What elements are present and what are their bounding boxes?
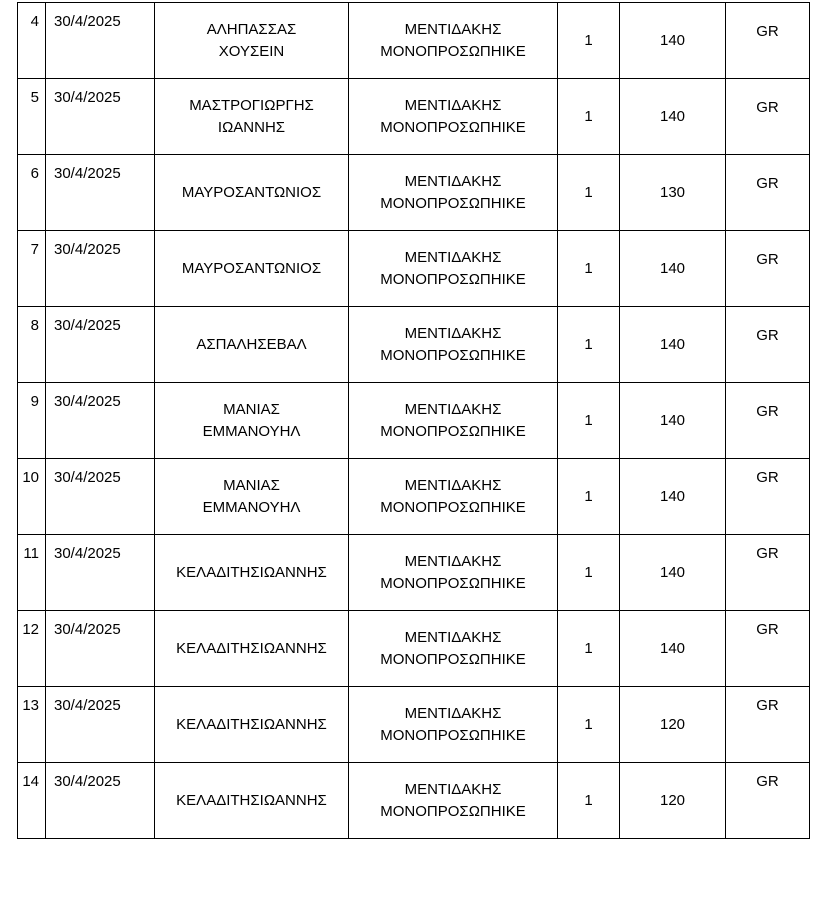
country-cell: GR [726, 687, 810, 763]
price-cell: 140 [620, 307, 726, 383]
table-row [18, 383, 810, 459]
customer-name-cell [155, 79, 349, 155]
country-cell: GR [726, 79, 810, 155]
customer-name-cell [155, 535, 349, 611]
company-cell [349, 231, 558, 307]
records-table [17, 2, 810, 839]
country-cell: GR [726, 383, 810, 459]
company-name-line: ΜΟΝΟΠΡΟΣΩΠΗΙΚΕ [380, 498, 526, 516]
row-number-cell: 6 [18, 155, 46, 231]
company-cell [349, 79, 558, 155]
price-cell: 120 [620, 763, 726, 839]
table-row [18, 535, 810, 611]
company-cell [349, 383, 558, 459]
price-cell: 140 [620, 231, 726, 307]
row-number-cell: 10 [18, 459, 46, 535]
price-cell: 140 [620, 79, 726, 155]
country-cell: GR [726, 459, 810, 535]
customer-name-line: ΚΕΛΑΔΙΤΗΣΙΩΑΝΝΗΣ [176, 563, 327, 581]
customer-name [155, 334, 348, 356]
quantity-cell: 1 [558, 231, 620, 307]
company-name-line: ΜΟΝΟΠΡΟΣΩΠΗΙΚΕ [380, 270, 526, 288]
company-name [349, 171, 557, 215]
quantity-cell: 1 [558, 763, 620, 839]
company-name [349, 627, 557, 671]
customer-name-line: ΧΟΥΣΕΙΝ [218, 42, 285, 60]
row-number-cell: 7 [18, 231, 46, 307]
customer-name-line: ΑΛΗΠΑΣΣΑΣ [206, 20, 297, 38]
table-row [18, 231, 810, 307]
company-cell [349, 459, 558, 535]
company-name-line: ΜΕΝΤΙΔΑΚΗΣ [404, 248, 502, 266]
table-row [18, 687, 810, 763]
customer-name-line: ΑΣΠΑΛΗΣΕΒΑΛ [196, 335, 307, 353]
quantity-cell: 1 [558, 459, 620, 535]
company-name-line: ΜΟΝΟΠΡΟΣΩΠΗΙΚΕ [380, 802, 526, 820]
company-name-line: ΜΟΝΟΠΡΟΣΩΠΗΙΚΕ [380, 346, 526, 364]
customer-name-line: ΕΜΜΑΝΟΥΗΛ [202, 422, 301, 440]
customer-name-line: ΜΑΣΤΡΟΓΙΩΡΓΗΣ [189, 96, 314, 114]
company-cell [349, 535, 558, 611]
table-row [18, 3, 810, 79]
price-cell: 140 [620, 383, 726, 459]
company-name-line: ΜΕΝΤΙΔΑΚΗΣ [404, 704, 502, 722]
row-number-cell: 12 [18, 611, 46, 687]
customer-name-line: ΜΑΝΙΑΣ [223, 400, 280, 418]
company-name-line: ΜΟΝΟΠΡΟΣΩΠΗΙΚΕ [380, 194, 526, 212]
country-cell: GR [726, 231, 810, 307]
company-cell [349, 763, 558, 839]
company-name [349, 19, 557, 63]
customer-name-line: ΚΕΛΑΔΙΤΗΣΙΩΑΝΝΗΣ [176, 639, 327, 657]
customer-name-line: ΜΑΝΙΑΣ [223, 476, 280, 494]
company-name [349, 475, 557, 519]
company-name-line: ΜΕΝΤΙΔΑΚΗΣ [404, 96, 502, 114]
customer-name [155, 638, 348, 660]
row-number-cell: 13 [18, 687, 46, 763]
country-cell: GR [726, 535, 810, 611]
quantity-cell: 1 [558, 79, 620, 155]
date-cell: 30/4/2025 [46, 79, 155, 155]
customer-name-cell [155, 763, 349, 839]
date-cell: 30/4/2025 [46, 535, 155, 611]
company-name-line: ΜΕΝΤΙΔΑΚΗΣ [404, 628, 502, 646]
company-name-line: ΜΕΝΤΙΔΑΚΗΣ [404, 20, 502, 38]
customer-name-cell [155, 383, 349, 459]
customer-name [155, 258, 348, 280]
customer-name [155, 475, 348, 519]
company-name-line: ΜΟΝΟΠΡΟΣΩΠΗΙΚΕ [380, 422, 526, 440]
row-number-cell: 14 [18, 763, 46, 839]
table-row [18, 79, 810, 155]
customer-name [155, 790, 348, 812]
company-name-line: ΜΕΝΤΙΔΑΚΗΣ [404, 476, 502, 494]
table-row [18, 155, 810, 231]
quantity-cell: 1 [558, 611, 620, 687]
customer-name-line: ΚΕΛΑΔΙΤΗΣΙΩΑΝΝΗΣ [176, 791, 327, 809]
company-name-line: ΜΟΝΟΠΡΟΣΩΠΗΙΚΕ [380, 118, 526, 136]
company-name-line: ΜΟΝΟΠΡΟΣΩΠΗΙΚΕ [380, 574, 526, 592]
table-row [18, 307, 810, 383]
quantity-cell: 1 [558, 307, 620, 383]
quantity-cell: 1 [558, 535, 620, 611]
company-name-line: ΜΟΝΟΠΡΟΣΩΠΗΙΚΕ [380, 726, 526, 744]
quantity-cell: 1 [558, 383, 620, 459]
company-name [349, 399, 557, 443]
company-name-line: ΜΟΝΟΠΡΟΣΩΠΗΙΚΕ [380, 650, 526, 668]
table-row [18, 459, 810, 535]
company-cell [349, 687, 558, 763]
company-name [349, 779, 557, 823]
company-name [349, 323, 557, 367]
customer-name [155, 182, 348, 204]
customer-name [155, 95, 348, 139]
date-cell: 30/4/2025 [46, 307, 155, 383]
customer-name-cell [155, 155, 349, 231]
company-name [349, 703, 557, 747]
customer-name [155, 562, 348, 584]
price-cell: 140 [620, 459, 726, 535]
customer-name-cell [155, 231, 349, 307]
price-cell: 140 [620, 611, 726, 687]
customer-name-cell [155, 687, 349, 763]
date-cell: 30/4/2025 [46, 3, 155, 79]
customer-name-cell [155, 459, 349, 535]
company-cell [349, 3, 558, 79]
company-name-line: ΜΕΝΤΙΔΑΚΗΣ [404, 324, 502, 342]
company-name [349, 95, 557, 139]
country-cell: GR [726, 307, 810, 383]
date-cell: 30/4/2025 [46, 155, 155, 231]
country-cell: GR [726, 611, 810, 687]
customer-name-line: ΜΑΥΡΟΣΑΝΤΩΝΙΟΣ [181, 259, 322, 277]
table-row [18, 763, 810, 839]
customer-name-line: ΜΑΥΡΟΣΑΝΤΩΝΙΟΣ [181, 183, 322, 201]
price-cell: 120 [620, 687, 726, 763]
customer-name [155, 714, 348, 736]
company-cell [349, 155, 558, 231]
customer-name-cell [155, 611, 349, 687]
customer-name [155, 399, 348, 443]
customer-name [155, 19, 348, 63]
date-cell: 30/4/2025 [46, 763, 155, 839]
company-name [349, 551, 557, 595]
customer-name-line: ΚΕΛΑΔΙΤΗΣΙΩΑΝΝΗΣ [176, 715, 327, 733]
row-number-cell: 8 [18, 307, 46, 383]
date-cell: 30/4/2025 [46, 687, 155, 763]
company-name-line: ΜΕΝΤΙΔΑΚΗΣ [404, 780, 502, 798]
price-cell: 130 [620, 155, 726, 231]
company-name-line: ΜΕΝΤΙΔΑΚΗΣ [404, 172, 502, 190]
customer-name-cell [155, 3, 349, 79]
company-name-line: ΜΕΝΤΙΔΑΚΗΣ [404, 552, 502, 570]
company-name [349, 247, 557, 291]
quantity-cell: 1 [558, 3, 620, 79]
country-cell: GR [726, 763, 810, 839]
country-cell: GR [726, 155, 810, 231]
quantity-cell: 1 [558, 687, 620, 763]
company-cell [349, 611, 558, 687]
price-cell: 140 [620, 535, 726, 611]
table-body [18, 3, 810, 839]
quantity-cell: 1 [558, 155, 620, 231]
customer-name-cell [155, 307, 349, 383]
date-cell: 30/4/2025 [46, 611, 155, 687]
customer-name-line: ΙΩΑΝΝΗΣ [217, 118, 286, 136]
company-name-line: ΜΕΝΤΙΔΑΚΗΣ [404, 400, 502, 418]
row-number-cell: 5 [18, 79, 46, 155]
customer-name-line: ΕΜΜΑΝΟΥΗΛ [202, 498, 301, 516]
company-name-line: ΜΟΝΟΠΡΟΣΩΠΗΙΚΕ [380, 42, 526, 60]
row-number-cell: 9 [18, 383, 46, 459]
date-cell: 30/4/2025 [46, 459, 155, 535]
table-row [18, 611, 810, 687]
row-number-cell: 4 [18, 3, 46, 79]
country-cell: GR [726, 3, 810, 79]
date-cell: 30/4/2025 [46, 383, 155, 459]
company-cell [349, 307, 558, 383]
price-cell: 140 [620, 3, 726, 79]
date-cell: 30/4/2025 [46, 231, 155, 307]
row-number-cell: 11 [18, 535, 46, 611]
